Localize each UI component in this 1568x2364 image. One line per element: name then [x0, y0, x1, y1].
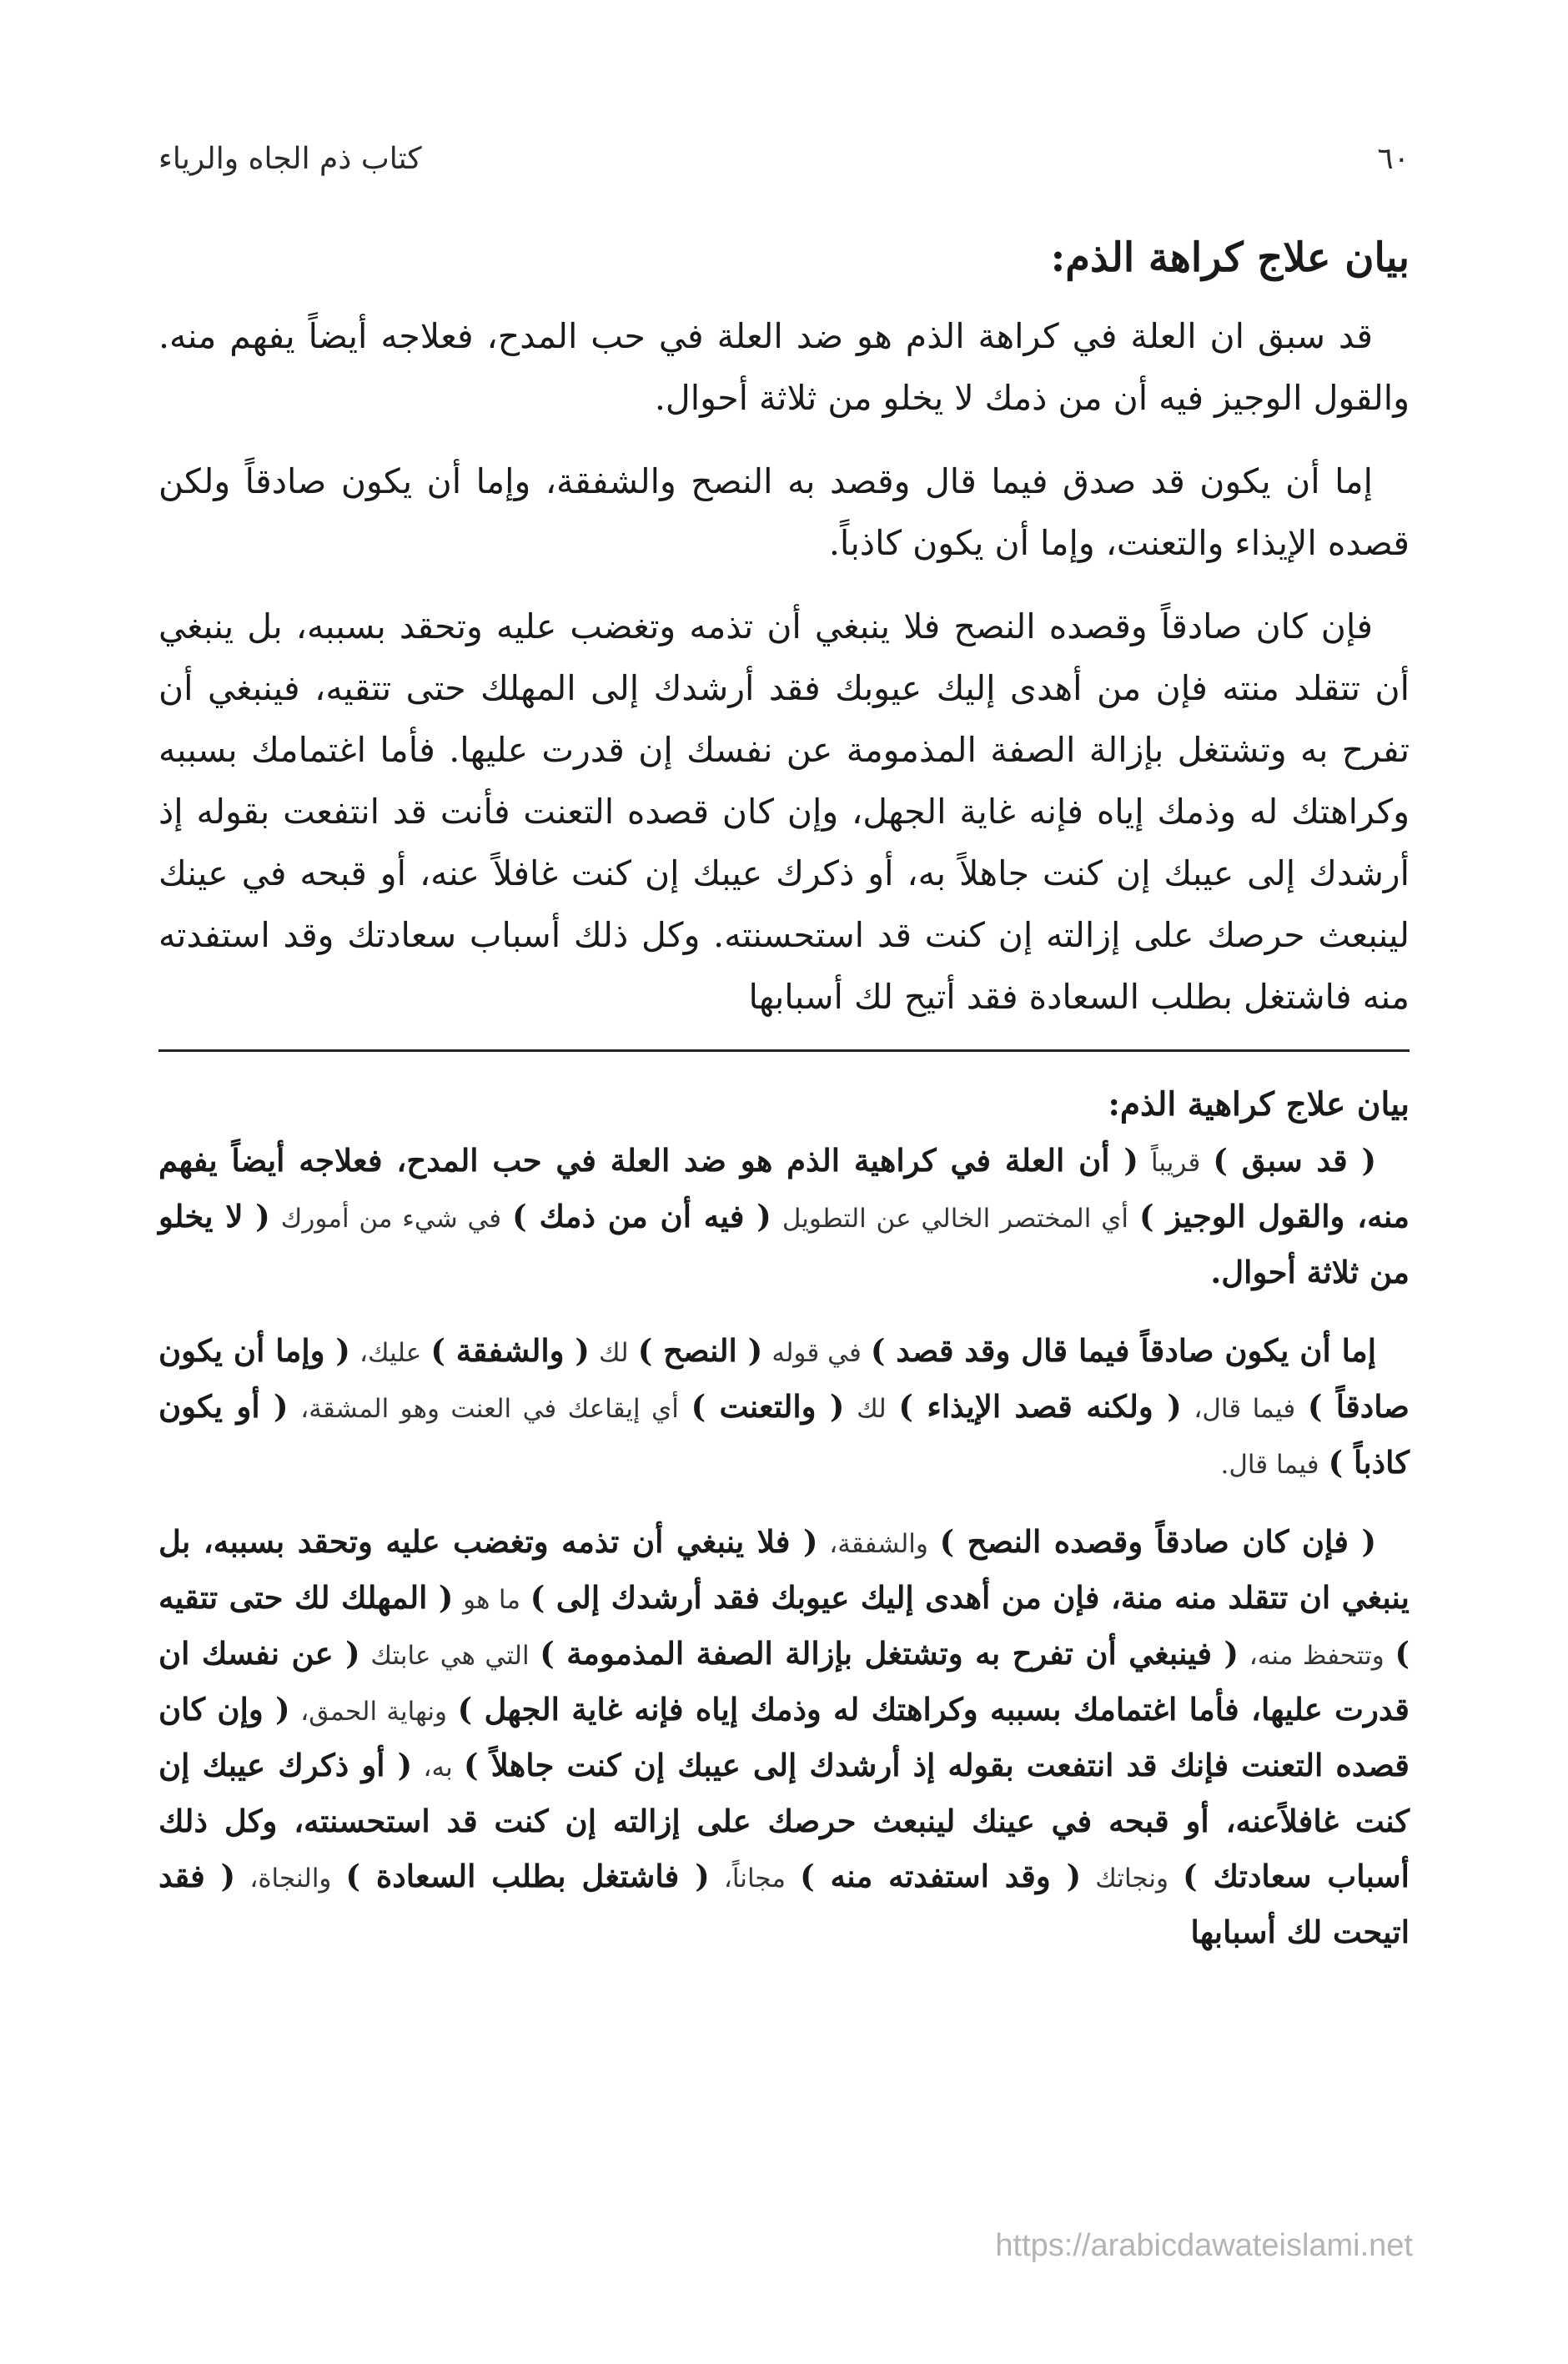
quoted-text: ( المهلك لك حتى تتقيه ): [158, 1579, 1410, 1672]
quoted-text: ( فقد اتيحت لك أسبابها: [158, 1858, 1410, 1951]
gloss-text: فيما قال،: [1194, 1394, 1296, 1425]
quoted-text: ( عن نفسك ان قدرت عليها، فأما اغتمامك بسببه وكراهتك له وذمك إياه فإنه غاية الجهل ): [158, 1635, 1410, 1728]
gloss-text: عليك،: [359, 1338, 422, 1369]
gloss-text: به،: [423, 1753, 453, 1783]
gloss-text: أي المختصر الخالي عن التطويل: [781, 1204, 1128, 1235]
gloss-text: والشفقة،: [829, 1529, 928, 1560]
commentary-paragraph: [158, 1324, 1410, 1491]
gloss-text: ما هو: [463, 1585, 520, 1616]
gloss-text: ونجاتك: [1095, 1864, 1168, 1894]
main-paragraph: فإن كان صادقاً وقصده النصح فلا ينبغي أن تذمه وتغضب عليه وتحقد بسببه، بل ينبغي أن تتقلد منته فإن من أهدى إليك عيوبك فقد أرشدك إلى المهلك حتى تتقيه، فينبغي أن تفرح به وتشتغل بإزالة الصفة المذمومة عن نفسك إن قدرت عليها. فأما اغتمامك بسببه وكراهتك له وذمك إياه فإنه غاية الجهل، وإن كان قصده التعنت فأنت قد انتفعت بقوله إذ أرشدك إلى عيبك إن كنت جاهلاً به، أو ذكرك عيبك إن كنت غافلاً عنه، أو قبحه في عينك لينبعث حرصك على إزالته إن كنت قد استحسنته. وكل ذلك أسباب سعادتك وقد استفدته منه فاشتغل بطلب السعادة فقد أتيح لك أسبابها: [158, 606, 1410, 1018]
quoted-text: ( فإن كان صادقاً وقصده النصح ): [939, 1523, 1376, 1561]
gloss-text: ونهاية الحمق،: [300, 1697, 447, 1728]
commentary: [158, 1085, 1410, 1960]
gloss-text: فيما قال.: [1220, 1450, 1319, 1481]
commentary-title: بيان علاج كراهية الذم:: [1108, 1085, 1410, 1124]
quoted-text: ( فيه أن من ذمك ): [512, 1198, 771, 1235]
commentary-paragraph: [158, 1134, 1410, 1300]
quoted-text: ( أن العلة في كراهية الذم هو ضد العلة في حب المدح، فعلاجه أيضاً يفهم منه، والقول الوجيز ): [158, 1142, 1410, 1235]
quoted-text: ( قد سبق ): [1213, 1142, 1376, 1179]
quoted-text: ( فاشتغل بطلب السعادة ): [345, 1858, 710, 1895]
quoted-text: ( فينبغي أن تفرح به وتشتغل بإزالة الصفة المذمومة ): [540, 1635, 1239, 1672]
quoted-text: ( والتعنت ): [691, 1388, 845, 1426]
quoted-text: ( وقد استفدته منه ): [800, 1858, 1082, 1895]
section-title: بيان علاج كراهة الذم:: [1050, 234, 1410, 281]
running-header: [158, 125, 1410, 184]
gloss-text: في قوله: [771, 1338, 862, 1369]
main-paragraph: قد سبق ان العلة في كراهة الذم هو ضد العلة في حب المدح، فعلاجه أيضاً يفهم منه. والقول الوجيز فيه أن من ذمك لا يخلو من ثلاثة أحوال.: [158, 316, 1410, 419]
quoted-text: ( أو ذكرك عيبك إن كنت غافلاًعنه، أو قبحه في عينك لينبعث حرصك على إزالته إن كنت قد استحسنته، وكل ذلك أسباب سعادتك ): [158, 1747, 1410, 1895]
page-number: ٦٠: [1377, 142, 1410, 176]
book-title: كتاب ذم الجاه والرياء: [158, 142, 422, 176]
book-page: [158, 125, 1410, 2311]
quoted-text: ( والشفقة ): [430, 1332, 590, 1370]
gloss-text: لك: [599, 1338, 629, 1369]
main-paragraph: إما أن يكون قد صدق فيما قال وقصد به النصح والشفقة، وإما أن يكون صادقاً ولكن قصده الإيذاء والتعنت، وإما أن يكون كاذباً.: [158, 461, 1410, 564]
gloss-text: التي هي عابتك: [370, 1641, 530, 1672]
quoted-text: ( ولكنه قصد الإيذاء ): [898, 1388, 1182, 1426]
quoted-text: ( فلا ينبغي أن تذمه وتغضب عليه وتحقد بسببه، بل ينبغي ان تتقلد منه منة، فإن من أهدى إليك عيوبك فقد أرشدك إلى ): [158, 1523, 1410, 1617]
gloss-text: قريباً: [1150, 1148, 1201, 1179]
gloss-text: والنجاة،: [249, 1864, 332, 1894]
gloss-text: أي إيقاعك في العنت وهو المشقة،: [300, 1394, 679, 1425]
watermark-url: https://arabicdawateislami.net: [995, 2228, 1413, 2263]
main-text: [158, 232, 1410, 1028]
gloss-text: في شيء من أمورك: [280, 1204, 502, 1235]
commentary-paragraph: [158, 1515, 1410, 1960]
quoted-text: ( أو يكون كاذباً ): [158, 1388, 1410, 1481]
quoted-text: ( لا يخلو من ثلاثة أحوال.: [158, 1198, 1410, 1291]
gloss-text: وتتحفظ منه،: [1249, 1641, 1385, 1672]
gloss-text: لك: [857, 1394, 887, 1425]
quoted-text: إما أن يكون صادقاً فيما قال وقد قصد ): [870, 1332, 1376, 1370]
quoted-text: ( وإما أن يكون صادقاً ): [158, 1332, 1410, 1426]
quoted-text: ( النصح ): [637, 1332, 763, 1370]
gloss-text: مجاناً،: [723, 1864, 786, 1894]
section-divider: [158, 1049, 1410, 1052]
quoted-text: ( وإن كان قصده التعنت فإنك قد انتفعت بقوله إذ أرشدك إلى عيبك إن كنت جاهلاً ): [158, 1691, 1410, 1784]
